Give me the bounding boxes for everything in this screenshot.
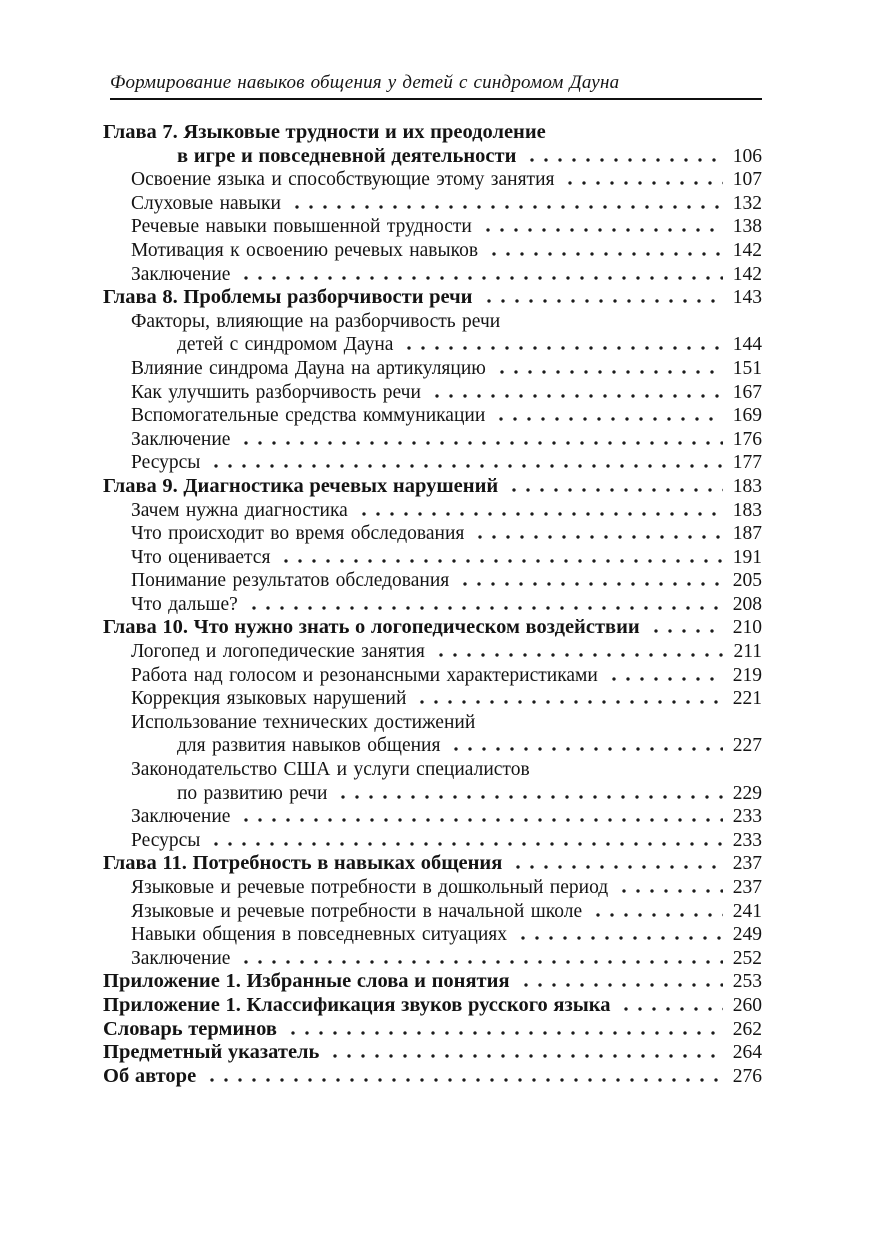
toc-entry-title: Навыки общения в повседневных ситуациях <box>131 924 508 946</box>
toc-entry <box>103 569 762 593</box>
dot-leader <box>487 252 723 256</box>
toc-entry-page-number: 252 <box>732 947 762 969</box>
dot-leader <box>209 464 723 468</box>
dot-leader <box>239 818 723 822</box>
dot-leader <box>239 276 723 280</box>
toc-entry <box>103 310 762 334</box>
toc-entry <box>103 168 762 192</box>
toc-entry-title: Зачем нужна диагностика <box>131 499 348 521</box>
toc-entry <box>103 286 762 310</box>
dot-leader <box>357 512 723 516</box>
dot-leader <box>519 983 723 987</box>
toc-entry-title: Факторы, влияющие на разборчивость речи <box>131 310 501 332</box>
toc-entry <box>103 994 762 1018</box>
toc-entry <box>103 522 762 546</box>
toc-entry-page-number: 138 <box>732 216 762 238</box>
dot-leader <box>239 441 723 445</box>
dot-leader <box>511 865 723 869</box>
dot-leader <box>434 653 723 657</box>
toc-entry-title: Законодательство США и услуги специалистов <box>131 759 530 781</box>
dot-leader <box>607 677 723 681</box>
toc-entry-title: Глава 10. Что нужно знать о логопедическом воздействии <box>103 616 640 639</box>
toc-entry-page-number: 276 <box>732 1065 762 1087</box>
toc-entry-title: Освоение языка и способствующие этому занятия <box>131 169 555 191</box>
toc-entry <box>103 923 762 947</box>
toc-entry-page-number: 144 <box>732 334 762 356</box>
dot-leader <box>247 606 723 610</box>
toc-entry-page-number: 241 <box>732 900 762 922</box>
toc-entry-page-number: 177 <box>732 452 762 474</box>
toc-entry <box>103 805 762 829</box>
running-header <box>110 72 762 100</box>
toc-entry-page-number: 142 <box>732 239 762 261</box>
toc-entry-title: Ресурсы <box>131 452 201 474</box>
toc-entry-title: Словарь терминов <box>103 1017 277 1040</box>
dot-leader <box>525 158 723 162</box>
toc-entry-title: Слуховые навыки <box>131 192 281 214</box>
toc-entry-page-number: 176 <box>732 428 762 450</box>
toc-entry <box>103 1018 762 1042</box>
toc-entry <box>103 239 762 263</box>
toc-entry-title: Использование технических достижений <box>131 711 476 733</box>
toc-entry <box>103 546 762 570</box>
toc-entry <box>103 333 762 357</box>
toc-entry-title: Коррекция языковых нарушений <box>131 688 407 710</box>
toc-entry-title: Заключение <box>131 947 231 969</box>
toc-entry <box>103 357 762 381</box>
toc-entry <box>103 1041 762 1065</box>
toc-entry <box>103 192 762 216</box>
toc-entry-page-number: 106 <box>732 145 762 167</box>
toc-entry-page-number: 187 <box>732 523 762 545</box>
toc-entry <box>103 852 762 876</box>
toc-entry <box>103 499 762 523</box>
toc-entry <box>103 640 762 664</box>
toc-entry-title: Что происходит во время обследования <box>131 523 465 545</box>
toc-entry-title: Об авторе <box>103 1064 197 1087</box>
toc-entry-title: Глава 8. Проблемы разборчивости речи <box>103 286 473 309</box>
toc-entry-page-number: 262 <box>732 1018 762 1040</box>
dot-leader <box>649 629 723 633</box>
toc-entry-page-number: 191 <box>732 546 762 568</box>
toc-entry-page-number: 143 <box>732 287 762 309</box>
toc-entry-page-number: 260 <box>732 994 762 1016</box>
toc-entry-page-number: 233 <box>732 806 762 828</box>
toc-entry-page-number: 229 <box>732 782 762 804</box>
toc-entry <box>103 687 762 711</box>
toc-entry <box>103 451 762 475</box>
toc-entry-title: Вспомогательные средства коммуникации <box>131 405 486 427</box>
toc-entry-title: Ресурсы <box>131 829 201 851</box>
toc-entry-page-number: 221 <box>732 688 762 710</box>
dot-leader <box>563 181 723 185</box>
toc-entry <box>103 616 762 640</box>
toc-entry-title: Мотивация к освоению речевых навыков <box>131 239 479 261</box>
toc-entry-title: Работа над голосом и резонансными характеристиками <box>131 664 598 686</box>
toc-entry-title: Предметный указатель <box>103 1041 320 1064</box>
toc-entry-page-number: 169 <box>732 405 762 427</box>
toc-entry <box>103 215 762 239</box>
toc-entry <box>103 121 762 145</box>
toc-entry-title: Логопед и логопедические занятия <box>131 641 425 663</box>
toc-entry-page-number: 151 <box>732 357 762 379</box>
toc-entry <box>103 947 762 971</box>
dot-leader <box>495 370 723 374</box>
toc-entry-page-number: 205 <box>732 570 762 592</box>
toc-entry <box>103 428 762 452</box>
toc-entry-title: по развитию речи <box>177 782 328 804</box>
toc-entry-title: Глава 7. Языковые трудности и их преодоление <box>103 121 546 143</box>
toc-entry-title: детей с синдромом Дауна <box>177 334 394 356</box>
dot-leader <box>449 747 723 751</box>
toc-entry-title: Речевые навыки повышенной трудности <box>131 216 472 238</box>
toc-entry <box>103 829 762 853</box>
running-title: Формирование навыков общения у детей с синдромом Дауна <box>110 72 620 93</box>
toc-entry-page-number: 249 <box>732 924 762 946</box>
toc-entry-page-number: 183 <box>732 499 762 521</box>
toc-entry <box>103 734 762 758</box>
dot-leader <box>619 1007 723 1011</box>
toc-entry-page-number: 264 <box>732 1042 762 1064</box>
toc-entry <box>103 145 762 169</box>
dot-leader <box>402 346 723 350</box>
toc-entry-page-number: 237 <box>732 853 762 875</box>
dot-leader <box>494 417 723 421</box>
dot-leader <box>430 394 723 398</box>
dot-leader <box>458 582 723 586</box>
dot-leader <box>336 795 723 799</box>
dot-leader <box>617 889 723 893</box>
toc-entry-page-number: 132 <box>732 192 762 214</box>
dot-leader <box>482 299 724 303</box>
toc-entry-title: Заключение <box>131 428 231 450</box>
toc-entry-page-number: 107 <box>732 169 762 191</box>
toc-entry-page-number: 233 <box>732 829 762 851</box>
toc-entry-title: Что оценивается <box>131 546 271 568</box>
toc-entry-page-number: 167 <box>732 381 762 403</box>
toc-entry <box>103 381 762 405</box>
dot-leader <box>516 936 723 940</box>
toc-entry-page-number: 219 <box>732 664 762 686</box>
toc-entry <box>103 876 762 900</box>
toc-entry <box>103 1065 762 1089</box>
table-of-contents <box>103 121 762 1088</box>
toc-entry-title: Глава 11. Потребность в навыках общения <box>103 852 503 875</box>
dot-leader <box>507 488 723 492</box>
toc-entry-page-number: 210 <box>732 617 762 639</box>
toc-entry <box>103 758 762 782</box>
toc-entry-title: для развития навыков общения <box>177 735 441 757</box>
toc-entry <box>103 711 762 735</box>
toc-entry-title: Понимание результатов обследования <box>131 570 450 592</box>
toc-entry-title: Языковые и речевые потребности в дошкольный период <box>131 877 609 898</box>
toc-entry <box>103 263 762 287</box>
toc-entry <box>103 593 762 617</box>
toc-entry <box>103 404 762 428</box>
toc-entry-page-number: 211 <box>733 641 762 663</box>
dot-leader <box>286 1031 723 1035</box>
toc-entry-title: Заключение <box>131 806 231 828</box>
dot-leader <box>239 960 723 964</box>
toc-entry-title: Приложение 1. Классификация звуков русского языка <box>103 993 611 1016</box>
toc-entry-page-number: 183 <box>732 475 762 497</box>
toc-entry-title: Глава 9. Диагностика речевых нарушений <box>103 474 499 497</box>
toc-entry-title: Заключение <box>131 263 231 285</box>
toc-entry <box>103 970 762 994</box>
toc-entry-page-number: 227 <box>732 735 762 757</box>
dot-leader <box>279 559 723 563</box>
toc-entry-page-number: 253 <box>732 971 762 993</box>
dot-leader <box>591 913 723 917</box>
toc-entry-title: Приложение 1. Избранные слова и понятия <box>103 970 510 993</box>
dot-leader <box>205 1078 723 1082</box>
toc-entry <box>103 900 762 924</box>
toc-entry-title: Что дальше? <box>131 593 238 615</box>
toc-entry-page-number: 208 <box>732 593 762 615</box>
dot-leader <box>473 535 723 539</box>
toc-entry-page-number: 142 <box>732 263 762 285</box>
dot-leader <box>209 842 723 846</box>
toc-entry-title: в игре и повседневной деятельности <box>177 144 517 167</box>
toc-entry <box>103 782 762 806</box>
header-rule <box>110 98 762 100</box>
dot-leader <box>290 205 723 209</box>
toc-entry <box>103 475 762 499</box>
toc-entry-title: Языковые и речевые потребности в начальной школе <box>131 900 583 922</box>
toc-entry <box>103 664 762 688</box>
toc-entry-title: Влияние синдрома Дауна на артикуляцию <box>131 357 486 379</box>
dot-leader <box>328 1054 723 1058</box>
toc-entry-page-number: 237 <box>732 877 762 898</box>
dot-leader <box>415 700 723 704</box>
dot-leader <box>481 228 723 232</box>
toc-entry-title: Как улучшить разборчивость речи <box>131 381 421 403</box>
